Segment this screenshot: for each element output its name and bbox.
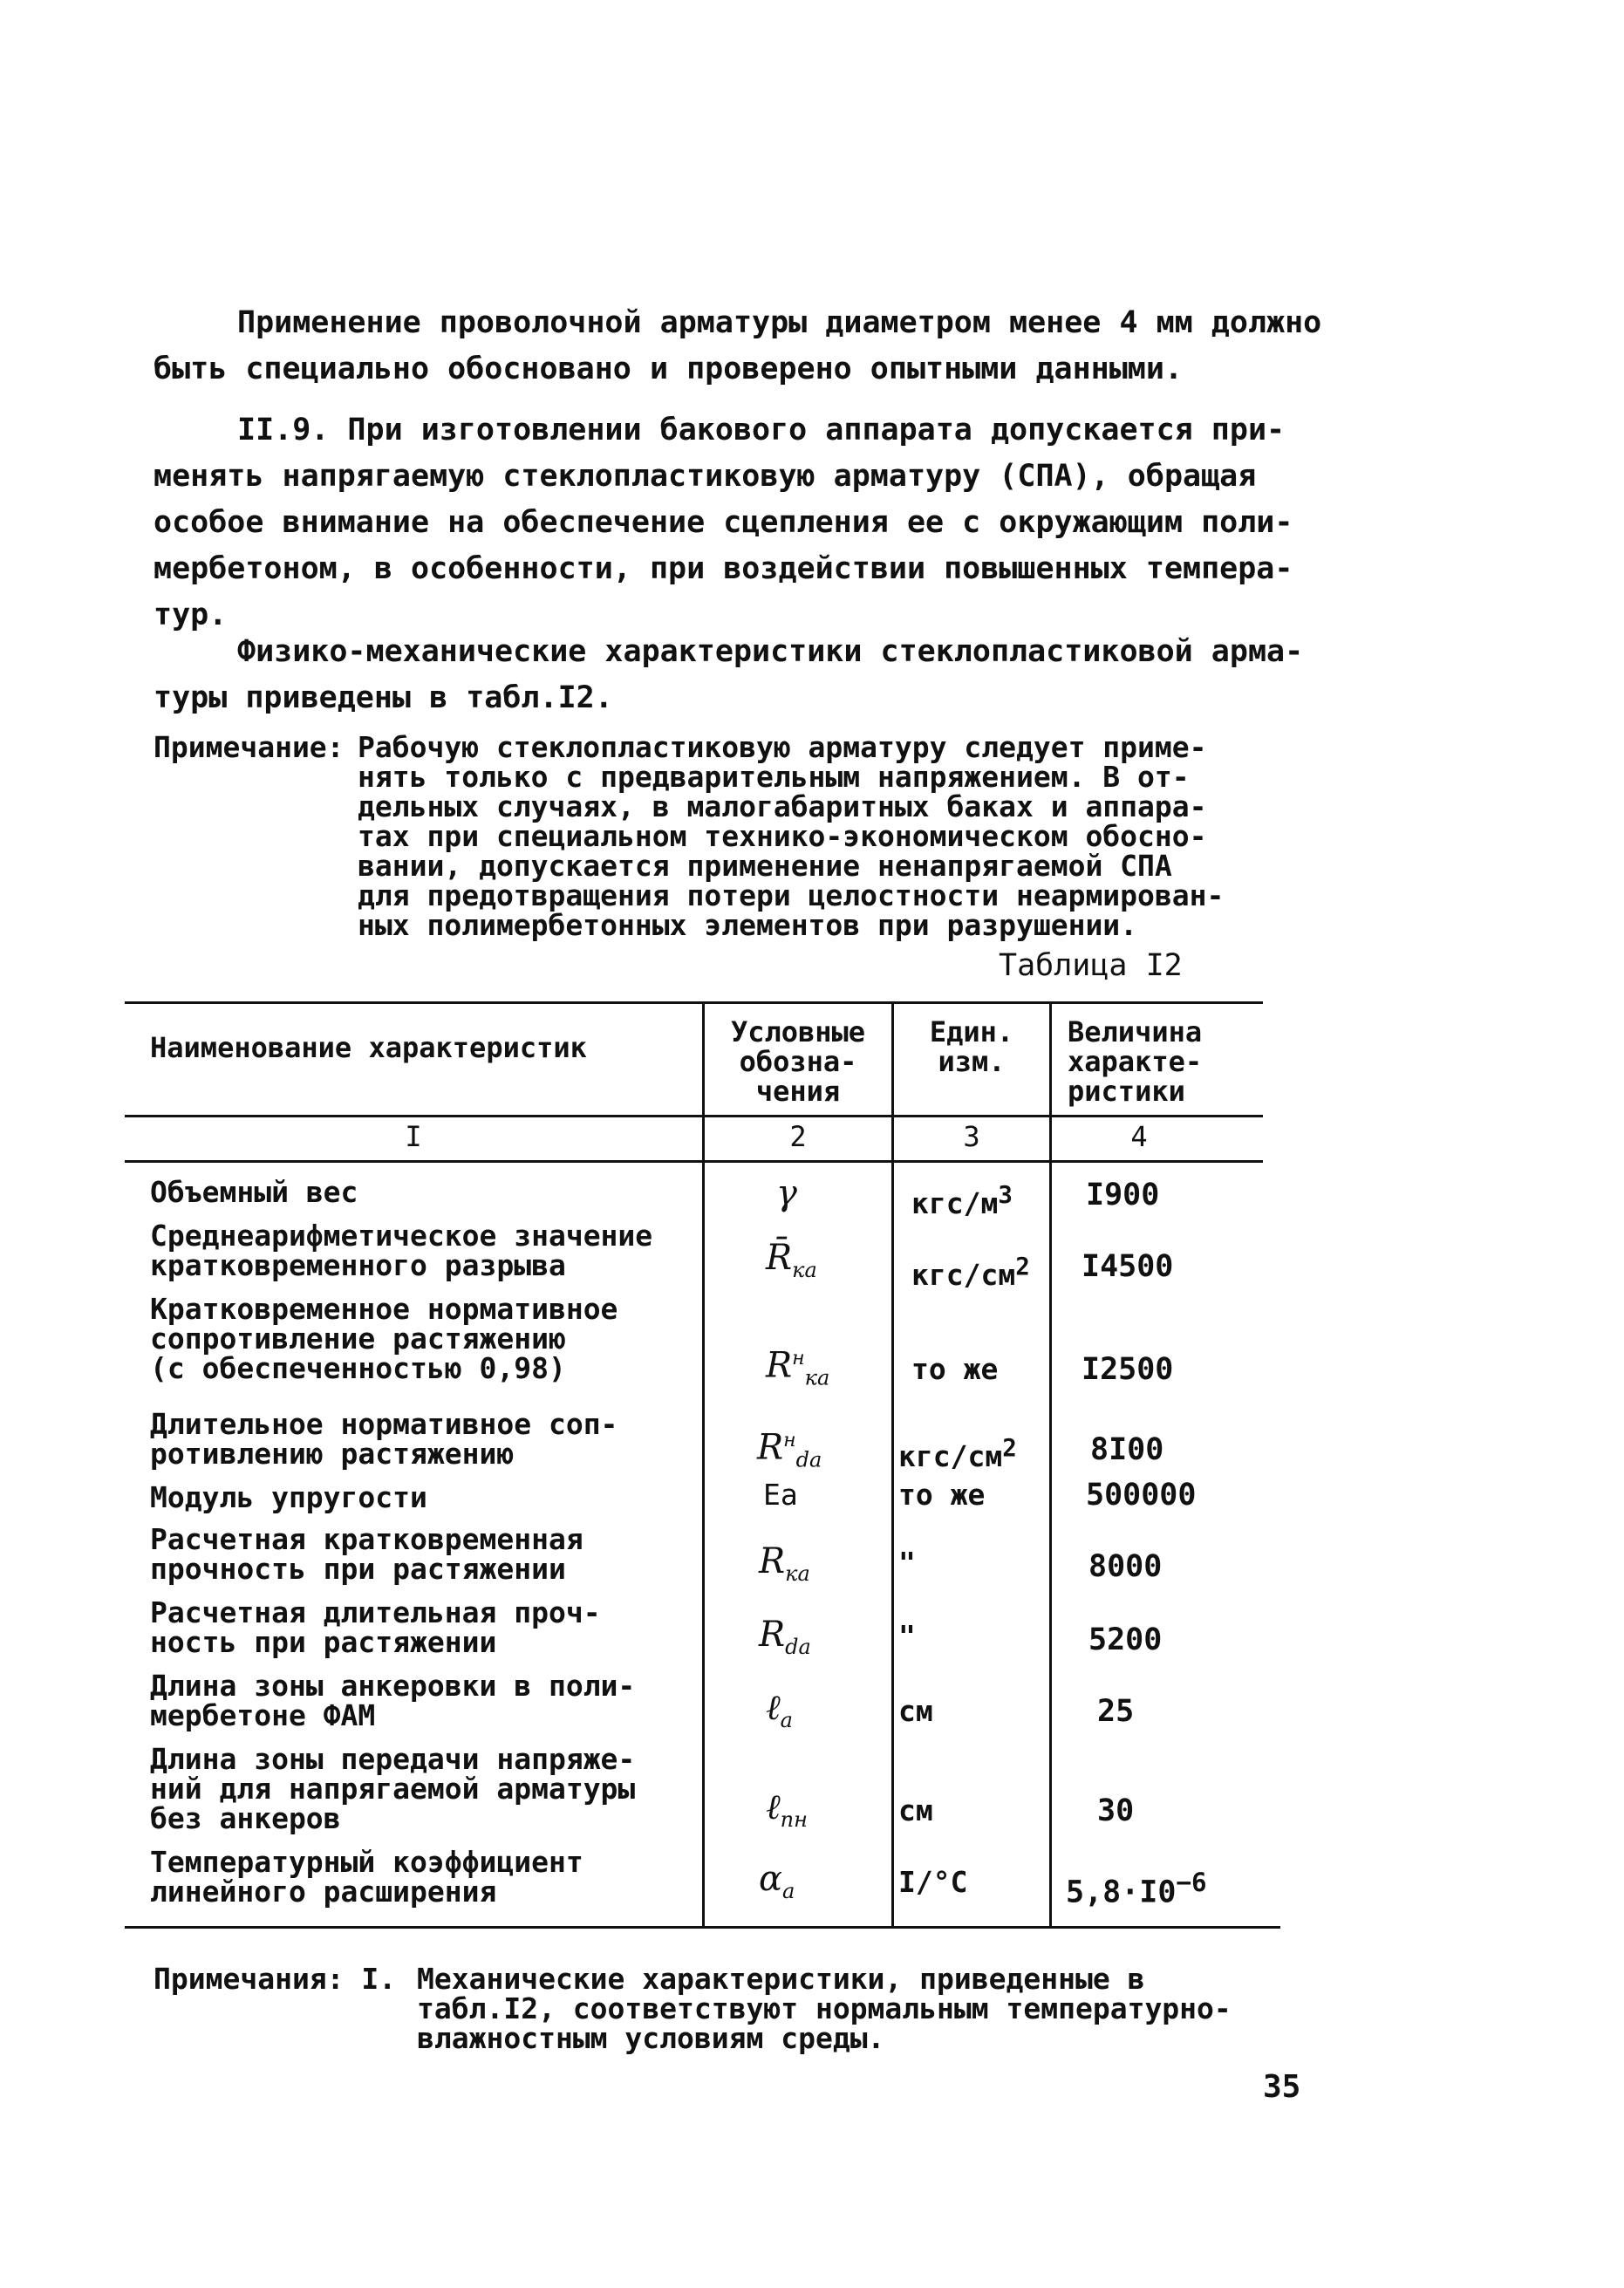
table-row-name: Длина зоны анкеровки в поли- — [150, 1669, 636, 1703]
note-line: нять только с предварительным напряжением. В от- — [358, 760, 1190, 794]
row-unit: I/°С — [898, 1865, 968, 1899]
note-line: ных полимербетонных элементов при разрушении. — [358, 908, 1138, 942]
note-line: Рабочую стеклопластиковую арматуру следует приме- — [358, 730, 1207, 764]
table-row-name: без анкеров — [150, 1801, 341, 1835]
table-row-name: кратковременного разрыва — [150, 1248, 566, 1282]
row-symbol: ℓ$_{пн}$ — [766, 1787, 808, 1832]
row-value: 8I00 — [1090, 1432, 1164, 1467]
column-number: 4 — [1130, 1120, 1148, 1153]
paragraph-line: Применение проволочной арматуры диаметром менее 4 мм должно — [237, 305, 1322, 340]
table-row-name: Объемный вес — [150, 1175, 358, 1209]
page-number: 35 — [1263, 2069, 1301, 2105]
column-number: I — [405, 1120, 422, 1153]
paragraph-line: II.9. При изготовлении бакового аппарата допускается при- — [237, 413, 1286, 447]
row-unit: см — [898, 1694, 933, 1728]
column-number: 2 — [789, 1120, 807, 1153]
row-value: 500000 — [1086, 1478, 1197, 1513]
table-row-name: мербетоне ФАМ — [150, 1698, 376, 1732]
column-header-value: Величина характе- ристики — [1068, 1015, 1203, 1108]
row-symbol: $R^н_{ка}$ — [766, 1345, 830, 1390]
table-row-name: Модуль упругости — [150, 1480, 427, 1514]
table-row-name: ность при растяжении — [150, 1625, 497, 1659]
note-line: дельных случаях, в малогабаритных баках и аппара- — [358, 789, 1207, 823]
table-numbers-rule — [125, 1160, 1263, 1163]
row-value: I900 — [1086, 1178, 1160, 1212]
column-header-name: Наименование характеристик — [150, 1031, 587, 1064]
row-value: I2500 — [1082, 1352, 1174, 1387]
note-line: для предотвращения потери целостности неармирован- — [358, 878, 1225, 912]
table-row-name: Среднеарифметическое значение — [150, 1219, 653, 1253]
row-symbol: ℓ$_а$ — [766, 1688, 793, 1732]
row-value: 30 — [1097, 1793, 1135, 1828]
row-symbol: $\alpha_а$ — [759, 1859, 795, 1903]
note-line: Механические характеристики, приведенные в — [417, 1962, 1145, 1996]
row-value: $5,8\cdot I0^{-6}$ — [1066, 1868, 1207, 1910]
row-value: 8000 — [1088, 1549, 1163, 1584]
row-unit: см — [898, 1793, 933, 1827]
table-row-name: Длина зоны передачи напряже- — [150, 1742, 636, 1776]
row-symbol: $R_{ка}$ — [759, 1541, 810, 1586]
table-row-name: сопротивление растяжению — [150, 1322, 566, 1356]
column-header-unit: Един. изм. — [929, 1015, 1014, 1078]
table-header-rule — [125, 1115, 1263, 1117]
table-row-name: Расчетная длительная проч- — [150, 1595, 601, 1629]
table-caption: Таблица I2 — [999, 948, 1183, 983]
row-unit: то же — [911, 1352, 999, 1386]
table-bottom-rule — [125, 1926, 1280, 1929]
paragraph-line: быть специально обосновано и проверено опытными данными. — [154, 352, 1184, 386]
table-row-name: ротивлению растяжению — [150, 1437, 515, 1471]
table-row-name: прочность при растяжении — [150, 1552, 566, 1586]
row-value: 5200 — [1088, 1622, 1163, 1657]
table-row-name: Кратковременное нормативное — [150, 1292, 618, 1326]
notes-label: Примечания: I. — [154, 1962, 397, 1996]
table-top-rule — [125, 1001, 1263, 1004]
table-row-name: Длительное нормативное соп- — [150, 1407, 618, 1441]
note-label: Примечание: — [154, 730, 345, 764]
row-symbol: γ — [776, 1173, 797, 1213]
paragraph-line: особое внимание на обеспечение сцепления ее с окружающим поли- — [154, 505, 1293, 540]
row-unit: " — [898, 1619, 916, 1653]
row-symbol: $R_{dа}$ — [759, 1615, 811, 1659]
note-line: влажностным условиям среды. — [417, 2021, 885, 2055]
note-line: табл.I2, соответствуют нормальным температурно- — [417, 1991, 1232, 2025]
row-unit: кгс/$см^2$ — [898, 1434, 1017, 1473]
paragraph-line: менять напрягаемую стеклопластиковую арматуру (СПА), обращая — [154, 459, 1257, 494]
table-row-name: линейного расширения — [150, 1875, 497, 1909]
row-value: I4500 — [1082, 1249, 1174, 1284]
column-number: 3 — [963, 1120, 980, 1153]
paragraph-line: туры приведены в табл.I2. — [154, 680, 613, 715]
column-header-symbol: Условные обозна- чения — [730, 1015, 866, 1108]
paragraph-line: тур. — [154, 598, 228, 632]
row-unit: " — [898, 1546, 916, 1580]
paragraph-line: Физико-механические характеристики стеклопластиковой арма- — [237, 634, 1304, 669]
row-unit: то же — [898, 1478, 986, 1512]
table-row-name: ний для напрягаемой арматуры — [150, 1772, 636, 1806]
row-unit: кгс/$м^3$ — [911, 1181, 1013, 1220]
row-value: 25 — [1097, 1694, 1135, 1729]
row-symbol: $R^н_{dа}$ — [757, 1427, 822, 1472]
note-line: вании, допускается применение ненапрягаемой СПА — [358, 849, 1172, 883]
row-unit: кгс/$см^2$ — [911, 1253, 1030, 1292]
table-row-name: Температурный коэффициент — [150, 1845, 583, 1879]
paragraph-line: мербетоном, в особенности, при воздействии повышенных темпера- — [154, 551, 1293, 586]
table-row-name: (с обеспеченностью 0,98) — [150, 1351, 566, 1385]
row-symbol: $R̄_{ка}$ — [766, 1238, 817, 1282]
note-line: тах при специальном технико-экономическом обосно- — [358, 819, 1207, 853]
table-row-name: Расчетная кратковременная — [150, 1522, 583, 1556]
row-symbol: Еа — [763, 1478, 798, 1512]
